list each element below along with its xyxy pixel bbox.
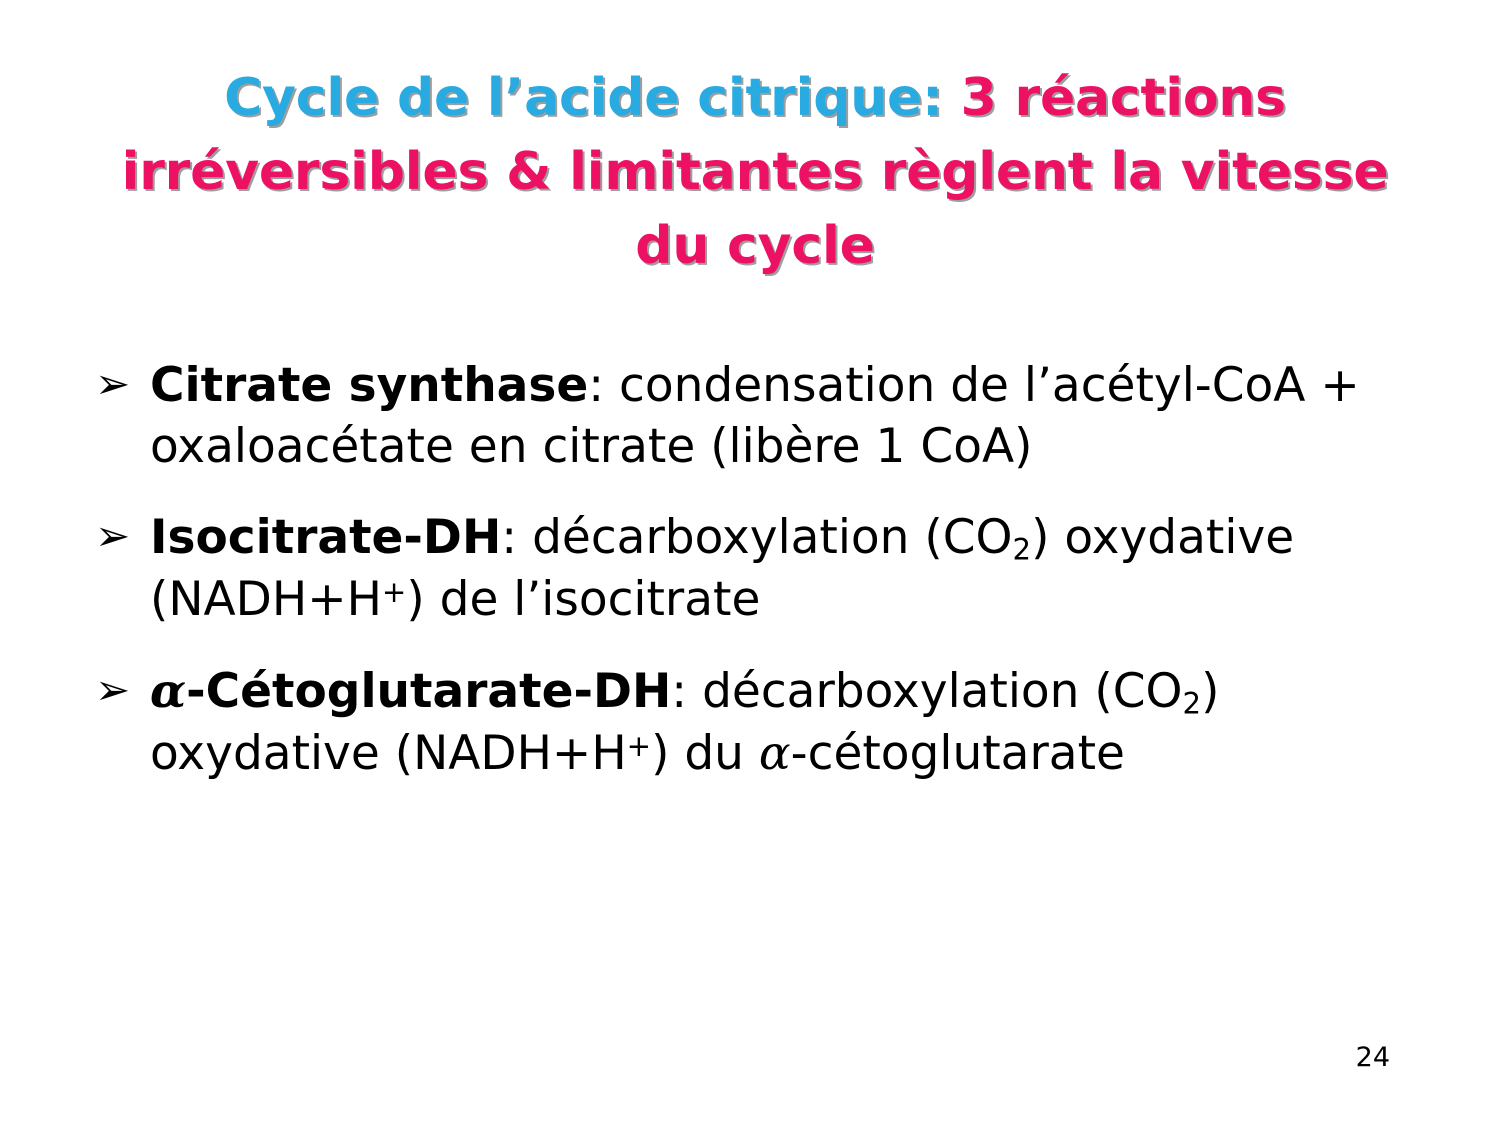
plus-sign: + (307, 572, 347, 628)
bullet-body-4: ) de l’isocitrate (406, 572, 761, 628)
arrow-bullet-icon: ➢ (95, 359, 131, 408)
plus-sign: + (551, 725, 592, 781)
bullet-body-4: ) du (651, 725, 759, 781)
bullet-list (95, 355, 1415, 814)
bullet-body-2: ) oxydative (NADH (150, 663, 1220, 781)
arrow-bullet-icon: ➢ (95, 511, 131, 561)
bullet-body-2: ) oxydative (NADH (150, 510, 1295, 628)
subscript-co2: 2 (1182, 685, 1202, 720)
list-item (95, 661, 1415, 784)
list-item (95, 507, 1415, 630)
title-blue-segment: Cycle de l’acide citrique: (224, 68, 961, 128)
bullet-term: Citrate synthase (150, 358, 589, 413)
bullet-separator: : (671, 663, 703, 719)
alpha-symbol-2: α (758, 725, 791, 781)
page-number: 24 (1355, 1042, 1390, 1073)
list-item (95, 355, 1415, 477)
bullet-separator: : (588, 358, 620, 413)
bullet-text-alpha-cetoglutarate-dh (150, 661, 1415, 784)
bullet-text-citrate-synthase (150, 355, 1415, 477)
bullet-text-isocitrate-dh (150, 507, 1415, 630)
bullet-term: Isocitrate-DH (150, 510, 502, 566)
alpha-symbol: α (150, 663, 187, 719)
bullet-body-3: H (591, 725, 627, 781)
bullet-body-5: -cétoglutarate (790, 725, 1125, 781)
bullet-separator: : (501, 510, 533, 566)
page-title (110, 62, 1400, 283)
bullet-body: décarboxylation (CO (532, 510, 1013, 566)
title-pink-segment: 3 réactions irréversibles & limitantes règlent la vitesse du cycle (121, 68, 1389, 276)
bullet-body-3: H (346, 572, 382, 628)
superscript-plus: + (626, 728, 652, 763)
bullet-body: décarboxylation (CO (702, 663, 1183, 719)
superscript-plus: + (381, 575, 407, 610)
arrow-bullet-icon: ➢ (95, 664, 131, 714)
subscript-co2: 2 (1012, 532, 1032, 567)
bullet-body: condensation de l’acétyl-CoA + oxaloacétate en citrate (libère 1 CoA) (150, 358, 1360, 475)
bullet-term: -Cétoglutarate-DH (186, 663, 672, 719)
